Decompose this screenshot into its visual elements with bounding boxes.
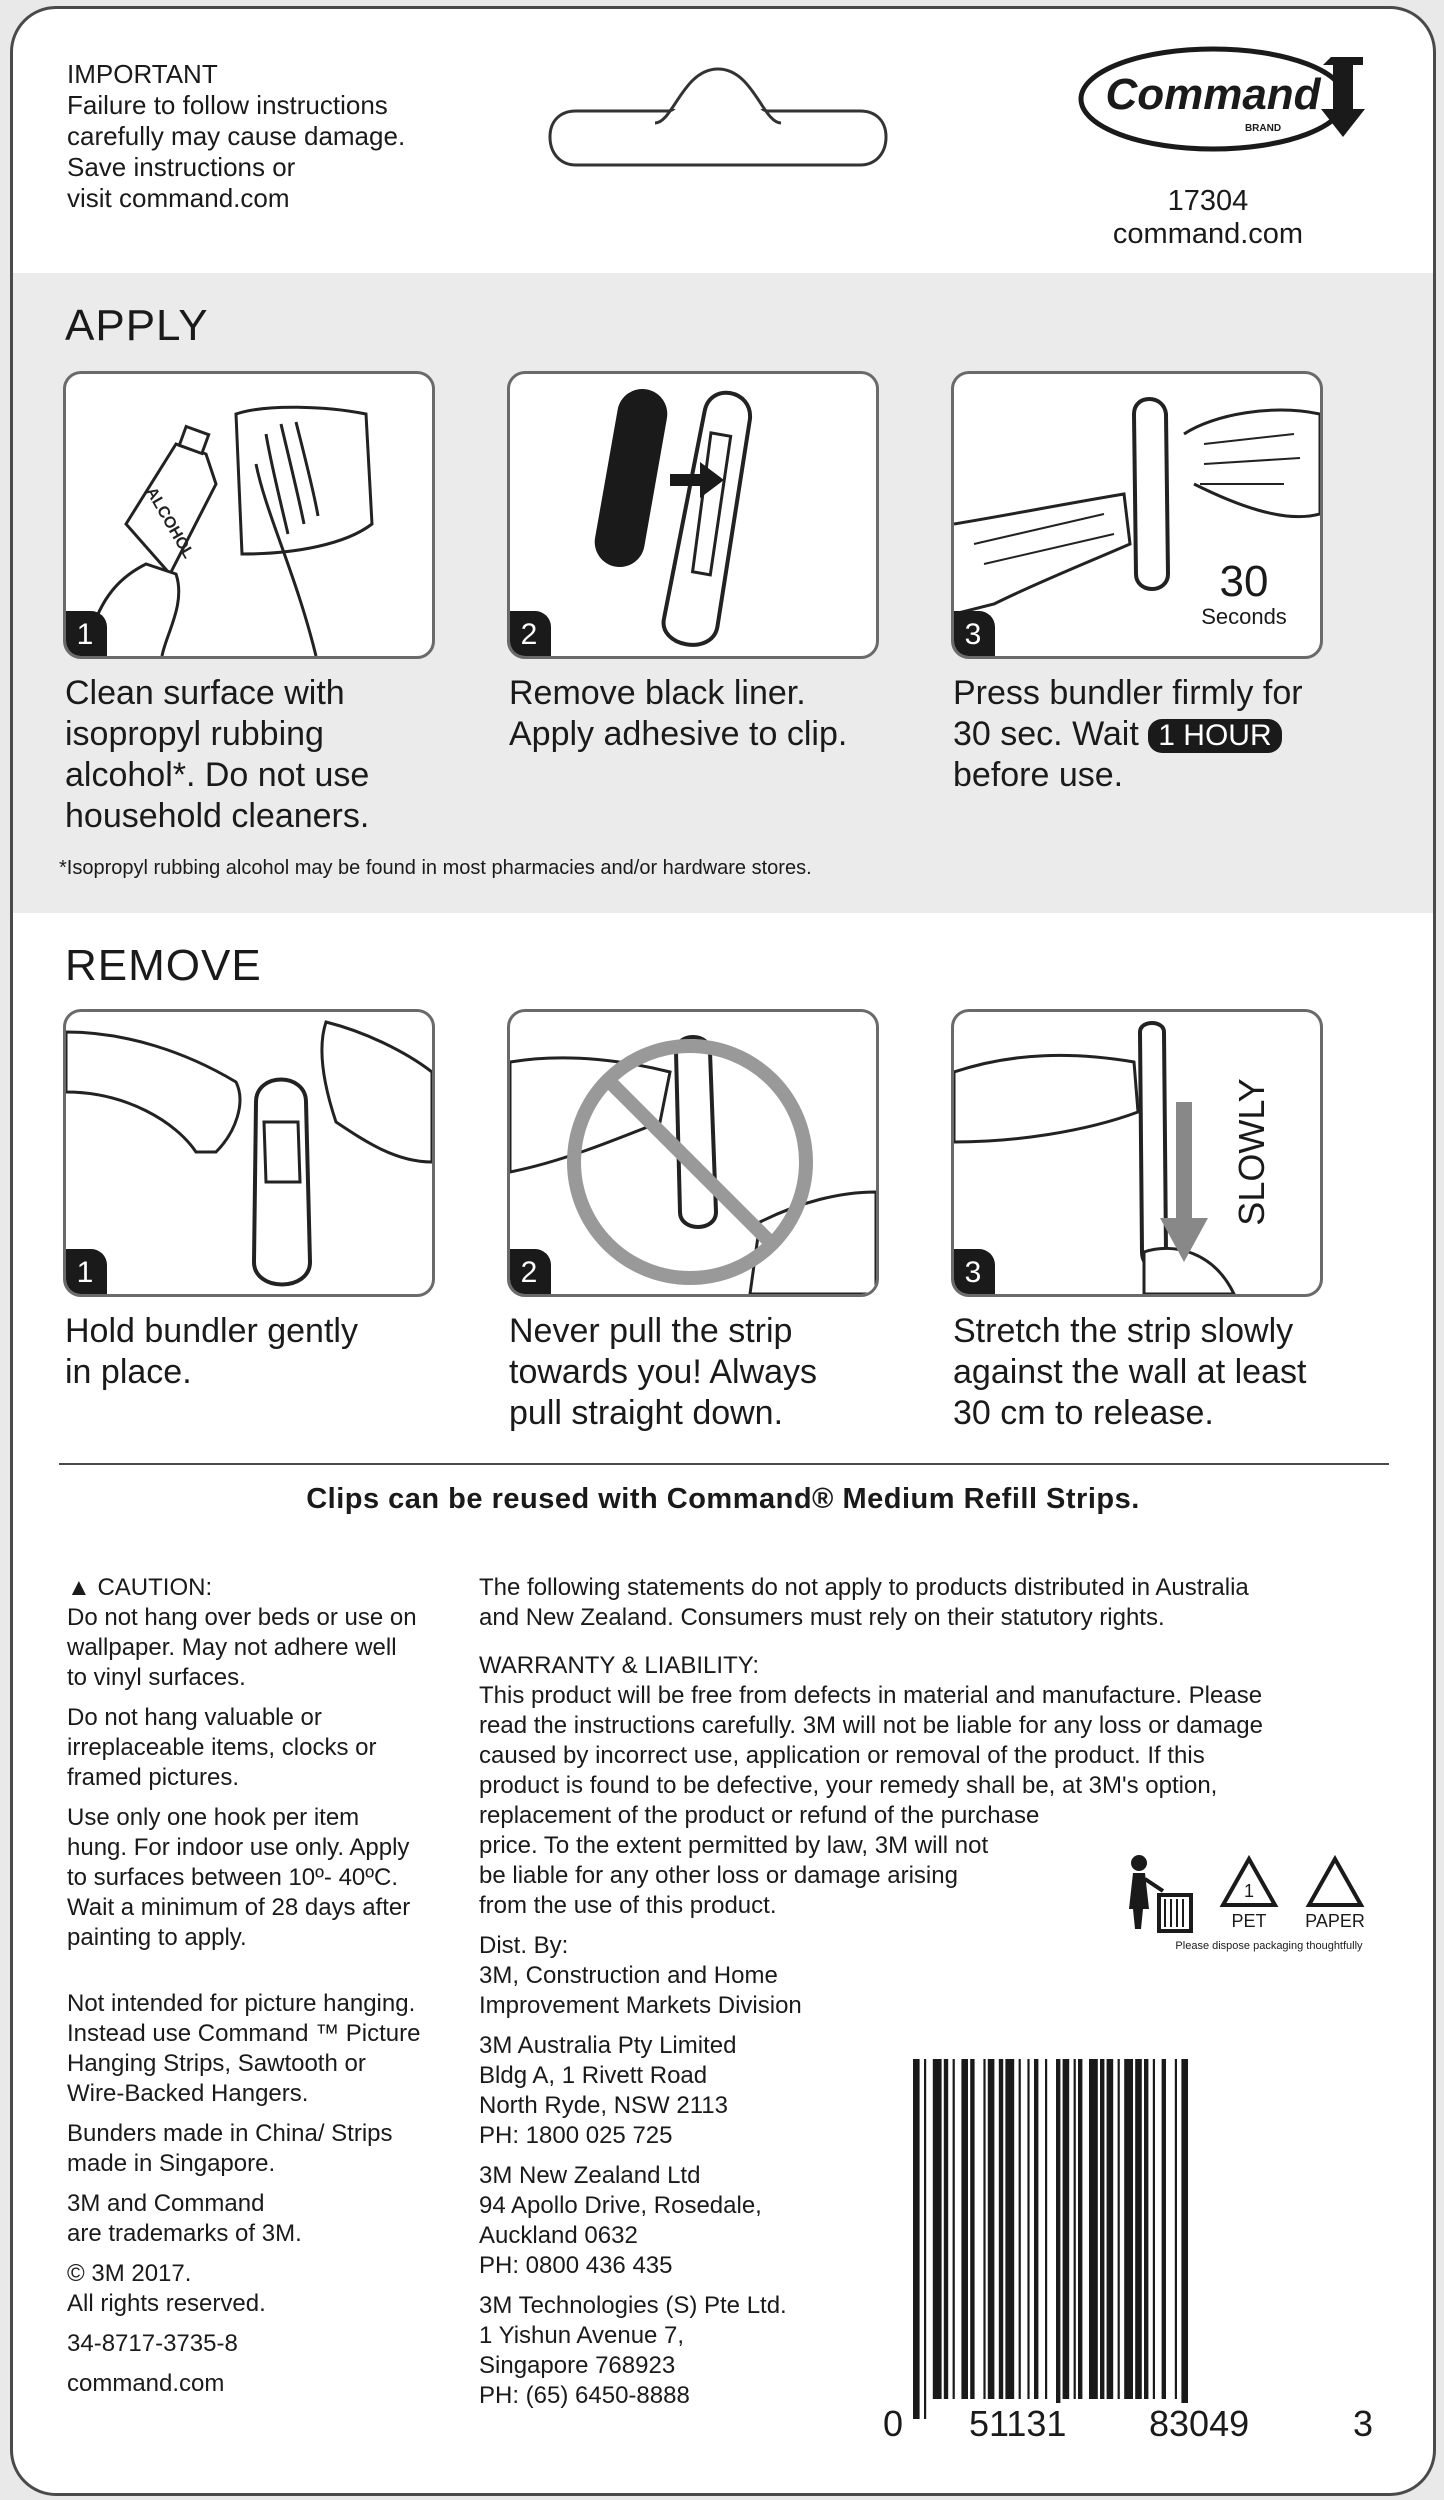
step-number: 3 — [951, 611, 995, 659]
alcohol-wipe-illustration — [66, 374, 432, 656]
barcode-bar — [1124, 2059, 1133, 2399]
barcode-bar — [1135, 2059, 1142, 2399]
step-number: 1 — [63, 611, 107, 659]
svg-text:ALCOHOL: ALCOHOL — [142, 484, 197, 562]
barcode-bar — [983, 2059, 985, 2399]
barcode-bar — [1045, 2059, 1047, 2399]
svg-text:Please dispose packaging thoug: Please dispose packaging thoughtfully — [1175, 1940, 1363, 1952]
barcode-bar — [1175, 2059, 1177, 2399]
stretch-strip-illustration — [954, 1012, 1320, 1294]
warning-icon: ▲ — [67, 1574, 91, 1601]
footer-website: command.com — [67, 2370, 225, 2397]
svg-text:SLOWLY: SLOWLY — [1231, 1078, 1272, 1226]
product-code: 34-8717-3735-8 — [67, 2330, 238, 2357]
barcode-bar — [944, 2059, 948, 2399]
barcode-digits: 0 51131 83049 3 — [883, 2403, 1374, 2444]
svg-text:Seconds: Seconds — [1201, 604, 1287, 629]
remove-step-1-image — [63, 1009, 435, 1297]
barcode-bar — [1100, 2059, 1104, 2399]
do-not-pull-illustration — [510, 1012, 876, 1294]
barcode-bar — [961, 2059, 968, 2399]
product-number-block — [1093, 185, 1323, 251]
barcode-bar — [1153, 2059, 1155, 2399]
remove-liner-illustration — [510, 374, 876, 656]
important-notice: IMPORTANT Failure to follow instructions carefully may cause damage. Save instructions or visit command.com — [67, 59, 406, 213]
important-title: IMPORTANT — [67, 59, 218, 89]
paper-recycle-icon — [1305, 1859, 1365, 1931]
command-logo — [1073, 39, 1373, 159]
warranty-title: WARRANTY & LIABILITY: — [479, 1652, 760, 1679]
barcode-bar — [1107, 2059, 1114, 2399]
apply-step-3-image — [951, 371, 1323, 659]
alcohol-footnote: *Isopropyl rubbing alcohol may be found in most pharmacies and/or hardware stores. — [59, 857, 812, 879]
barcode-bar — [1034, 2059, 1038, 2399]
apply-step-3-caption: Press bundler firmly for 30 sec. Wait 1 HOUR before use. — [953, 674, 1303, 794]
apply-title: APPLY — [65, 301, 209, 350]
barcode-bar — [1162, 2059, 1166, 2399]
barcode-bar — [1005, 2059, 1014, 2399]
remove-title: REMOVE — [65, 941, 262, 990]
left-column: ▲ CAUTION: Do not hang over beds or use on wallpaper. May not adhere well to vinyl surfaces. Do not hang valuable or irreplaceable items, clocks or framed pictures. Use only one hook per item hung. For indoor use only. Apply to surfaces between 10º- 40ºC. Wait a minimum of 28 days after painting to apply. Not intended for picture hanging. Instead use Command ™ Picture Hanging Strips, Sawtooth or Wire-Backed Hangers. Bunders made in China/ Strips made in Singapore. 3M and Command are trademarks of 3M. © 3M 2017. All rights reserved. 34-8717-3735-8 command.com — [67, 1573, 467, 2399]
product-number: 17304 — [1167, 185, 1249, 217]
barcode-bar — [970, 2059, 974, 2399]
apply-step-2-caption: Remove black liner. Apply adhesive to clip. — [509, 674, 848, 753]
remove-step-3-image — [951, 1009, 1323, 1297]
step-number: 2 — [507, 611, 551, 659]
hold-bundler-illustration — [66, 1012, 432, 1294]
barcode-bar — [1027, 2059, 1029, 2399]
svg-text:PET: PET — [1231, 1911, 1267, 1931]
step-number: 2 — [507, 1249, 551, 1297]
barcode-bar — [1118, 2059, 1120, 2399]
barcode-bar — [999, 2059, 1003, 2399]
barcode-bar — [1144, 2059, 1148, 2399]
reuse-note: Clips can be reused with Command® Medium Refill Strips. — [306, 1483, 1140, 1515]
svg-text:Command: Command — [1105, 70, 1321, 119]
barcode-bar — [1074, 2059, 1076, 2399]
tidyman-icon — [1129, 1855, 1191, 1931]
hang-hole-top — [653, 65, 783, 125]
remove-step-3-caption: Stretch the strip slowly against the wall at least 30 cm to release. — [953, 1312, 1307, 1432]
remove-step-2-image — [507, 1009, 879, 1297]
barcode-bar — [924, 2059, 926, 2419]
barcode-bar — [1056, 2059, 1060, 2419]
remove-step-2-caption: Never pull the strip towards you! Always pull straight down. — [509, 1312, 818, 1432]
apply-step-2-image — [507, 371, 879, 659]
step-number: 3 — [951, 1249, 995, 1297]
press-bundler-illustration — [954, 374, 1320, 656]
barcode-bar — [1078, 2059, 1082, 2399]
svg-text:BRAND: BRAND — [1244, 123, 1282, 134]
right-column: The following statements do not apply to products distributed in Australia and New Zealand. Consumers must rely on their statutory rights. WARRANTY & LIABILITY: This product will be free from defects in material and manufacture. Please read the instructions carefully. 3M will not be liable for any loss or damage caused by incorrect use, application or removal of the product. If this product is found to be defective, your remedy shall be, at 3M's option, replacement of the product or refund of the purchase price. To the extent permitted by law, 3M will not be liable for any other loss or damage arising from the use of this product. Dist. By: 3M, Construction and Home Improvement Markets Division 3M Australia Pty Limited Bldg A, 1 Rivett Road North Ryde, NSW 2113 PH: 1800 025 725 3M New Zealand Ltd 94 Apollo Drive, Rosedale, Auckland 0632 PH: 0800 436 435 3M Technologies (S) Pte Ltd. 1 Yishun Avenue 7, Singapore 768923 PH: (65) 6450-8888 — [479, 1573, 1359, 2421]
barcode-bar — [1089, 2059, 1098, 2399]
barcode-bar — [933, 2059, 942, 2399]
barcode-bar — [953, 2059, 955, 2399]
barcode-bar — [913, 2059, 920, 2419]
barcode-bar — [1181, 2059, 1188, 2419]
svg-text:PAPER: PAPER — [1305, 1911, 1365, 1931]
one-hour-badge: 1 HOUR — [1148, 719, 1281, 753]
barcode — [883, 2059, 1373, 2459]
svg-text:1: 1 — [1243, 1881, 1255, 1901]
recycling-symbols — [1119, 1849, 1379, 1959]
package-back-card — [10, 6, 1436, 2496]
apply-step-1-image — [63, 371, 435, 659]
barcode-bar — [1063, 2059, 1070, 2399]
barcode-bar — [1019, 2059, 1021, 2399]
step-number: 1 — [63, 1249, 107, 1297]
svg-text:30: 30 — [1219, 557, 1269, 606]
remove-step-1-caption: Hold bundler gently in place. — [65, 1312, 358, 1391]
header-website: command.com — [1112, 218, 1304, 250]
barcode-bars — [883, 2059, 1373, 2419]
pet-recycle-icon — [1223, 1859, 1275, 1931]
barcode-bar — [988, 2059, 995, 2399]
section-divider — [59, 1463, 1389, 1465]
apply-step-1-caption: Clean surface with isopropyl rubbing alcohol*. Do not use household cleaners. — [65, 674, 370, 835]
